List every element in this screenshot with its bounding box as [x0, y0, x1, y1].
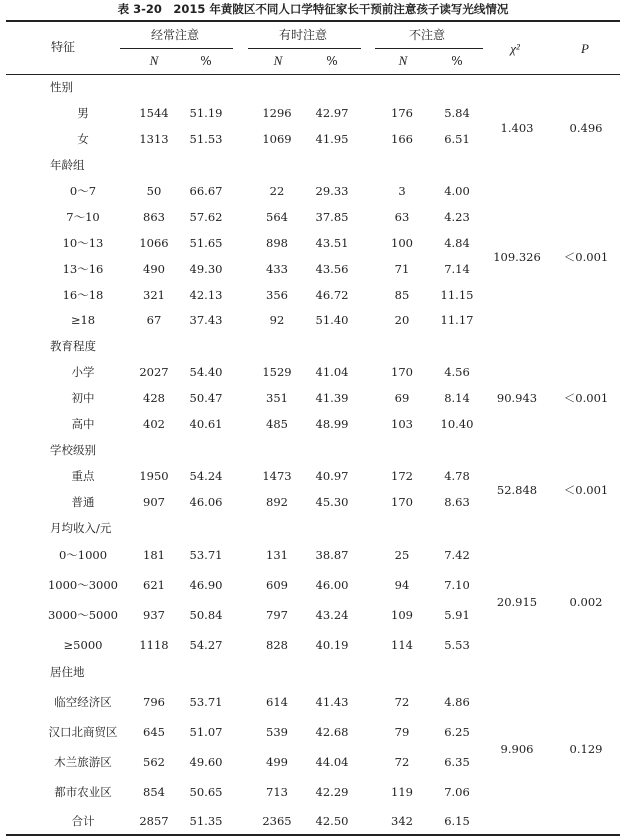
cell-sometimes-n: 433	[266, 262, 288, 276]
cell-often-pct: 49.60	[189, 755, 223, 769]
category-label: 性别	[50, 80, 73, 94]
cell-sometimes-pct: 41.04	[315, 365, 349, 379]
cell-often-pct: 53.71	[189, 695, 223, 709]
cell-often-n: 937	[143, 608, 165, 622]
cell-never-pct: 4.78	[444, 469, 470, 483]
header-feature: 特征	[50, 40, 75, 54]
table-row	[0, 207, 626, 227]
header-group-sometimes-line	[248, 48, 361, 49]
cell-sometimes-n: 539	[266, 725, 288, 739]
table-title: 表 3-20 2015 年黄陂区不同人口学特征家长干预前注意孩子读写光线情况	[117, 2, 509, 16]
row-label: 男	[77, 106, 89, 120]
category-label: 学校级别	[50, 443, 96, 457]
cell-sometimes-n: 898	[266, 236, 288, 250]
table-row	[0, 414, 626, 434]
cell-never-n: 342	[391, 814, 413, 828]
cell-never-pct: 11.15	[440, 288, 474, 302]
row-label: 临空经济区	[54, 695, 112, 709]
cell-never-n: 170	[391, 495, 413, 509]
cell-never-n: 85	[394, 288, 410, 302]
cell-never-n: 79	[394, 725, 410, 739]
table-row	[0, 310, 626, 330]
cell-never-n: 100	[391, 236, 413, 250]
cell-often-pct: 46.06	[189, 495, 223, 509]
table-row	[0, 811, 626, 831]
header-pct-3: %	[451, 54, 463, 68]
cell-often-n: 562	[143, 755, 165, 769]
cell-sometimes-pct: 46.00	[315, 578, 349, 592]
cell-often-n: 50	[146, 184, 162, 198]
cell-often-pct: 51.53	[189, 132, 223, 146]
cell-often-n: 1544	[139, 106, 169, 120]
row-label: 0～1000	[58, 548, 108, 562]
cell-never-pct: 7.42	[444, 548, 470, 562]
cell-often-pct: 40.61	[189, 417, 223, 431]
cell-sometimes-pct: 40.19	[315, 638, 349, 652]
cell-never-pct: 7.06	[444, 785, 470, 799]
cell-often-n: 490	[143, 262, 165, 276]
row-label: ≥18	[70, 313, 96, 327]
cell-often-n: 428	[143, 391, 165, 405]
cell-never-pct: 5.53	[444, 638, 470, 652]
row-label: 10～13	[62, 236, 104, 250]
cell-sometimes-n: 892	[266, 495, 288, 509]
cell-never-n: 103	[391, 417, 413, 431]
cell-sometimes-pct: 43.51	[315, 236, 349, 250]
cell-often-pct: 51.19	[189, 106, 223, 120]
row-label: ≥5000	[63, 638, 103, 652]
cell-never-pct: 7.10	[444, 578, 470, 592]
cell-often-n: 645	[143, 725, 165, 739]
cell-often-pct: 50.84	[189, 608, 223, 622]
cell-often-n: 1118	[139, 638, 169, 652]
table-row	[0, 635, 626, 655]
header-group-never: 不注意	[408, 28, 445, 42]
cell-sometimes-pct: 48.99	[315, 417, 349, 431]
row-label: 16～18	[62, 288, 104, 302]
chi-gender: 1.403	[500, 121, 534, 135]
cell-never-n: 71	[394, 262, 410, 276]
header-n-3: N	[398, 53, 408, 68]
row-label: 7～10	[66, 210, 100, 224]
cell-sometimes-pct: 41.95	[315, 132, 349, 146]
cell-often-pct: 50.65	[189, 785, 223, 799]
header-group-never-line	[375, 48, 483, 49]
cell-sometimes-pct: 42.68	[315, 725, 349, 739]
cell-never-n: 72	[394, 695, 410, 709]
cell-often-pct: 50.47	[189, 391, 223, 405]
category-row	[0, 440, 626, 460]
top-rule	[6, 20, 620, 22]
cell-never-pct: 8.63	[444, 495, 470, 509]
cell-sometimes-pct: 40.97	[315, 469, 349, 483]
cell-never-n: 109	[391, 608, 413, 622]
cell-often-pct: 54.27	[189, 638, 223, 652]
cell-never-pct: 11.17	[440, 313, 474, 327]
cell-never-pct: 6.15	[444, 814, 470, 828]
cell-often-pct: 49.30	[189, 262, 223, 276]
cell-sometimes-pct: 42.50	[315, 814, 349, 828]
cell-often-pct: 51.07	[189, 725, 223, 739]
cell-sometimes-pct: 29.33	[315, 184, 349, 198]
cell-never-n: 25	[394, 548, 410, 562]
header-p: P	[581, 41, 589, 56]
header-chi: χ²	[510, 41, 520, 56]
cell-never-pct: 6.51	[444, 132, 470, 146]
header-pct-2: %	[326, 54, 338, 68]
row-label: 0～7	[69, 184, 97, 198]
chi-education: 90.943	[496, 391, 538, 405]
cell-often-n: 321	[143, 288, 165, 302]
cell-sometimes-pct: 42.29	[315, 785, 349, 799]
cell-sometimes-n: 1296	[262, 106, 292, 120]
table-row	[0, 692, 626, 712]
row-label: 高中	[71, 417, 95, 431]
category-row	[0, 77, 626, 97]
cell-often-pct: 42.13	[189, 288, 223, 302]
header-group-often-line	[120, 48, 233, 49]
cell-often-pct: 46.90	[189, 578, 223, 592]
cell-sometimes-n: 609	[266, 578, 288, 592]
cell-never-pct: 7.14	[444, 262, 470, 276]
p-income: 0.002	[569, 595, 603, 609]
table-row	[0, 545, 626, 565]
cell-never-pct: 4.86	[444, 695, 470, 709]
header-pct-1: %	[200, 54, 212, 68]
category-row	[0, 336, 626, 356]
cell-never-n: 69	[394, 391, 410, 405]
cell-often-n: 863	[143, 210, 165, 224]
cell-sometimes-pct: 38.87	[315, 548, 349, 562]
table-row	[0, 722, 626, 742]
cell-never-n: 94	[394, 578, 410, 592]
row-label: 小学	[71, 365, 95, 379]
cell-often-pct: 54.24	[189, 469, 223, 483]
row-label: 重点	[71, 469, 95, 483]
cell-sometimes-n: 713	[266, 785, 288, 799]
category-row	[0, 155, 626, 175]
cell-sometimes-pct: 41.39	[315, 391, 349, 405]
header-n-2: N	[273, 53, 283, 68]
cell-never-pct: 8.14	[444, 391, 470, 405]
row-label: 木兰旅游区	[54, 755, 112, 769]
cell-sometimes-n: 828	[266, 638, 288, 652]
cell-often-n: 181	[143, 548, 165, 562]
cell-sometimes-n: 499	[266, 755, 288, 769]
p-gender: 0.496	[569, 121, 603, 135]
cell-never-n: 170	[391, 365, 413, 379]
category-label: 年龄组	[50, 158, 85, 172]
cell-sometimes-n: 614	[266, 695, 288, 709]
cell-never-pct: 5.84	[444, 106, 470, 120]
table-row	[0, 575, 626, 595]
cell-often-pct: 51.35	[189, 814, 223, 828]
cell-sometimes-pct: 46.72	[315, 288, 349, 302]
cell-sometimes-pct: 51.40	[315, 313, 349, 327]
category-row	[0, 518, 626, 538]
category-row	[0, 662, 626, 682]
cell-never-pct: 5.91	[444, 608, 470, 622]
cell-sometimes-n: 22	[269, 184, 285, 198]
cell-sometimes-pct: 43.24	[315, 608, 349, 622]
cell-never-n: 166	[391, 132, 413, 146]
cell-often-pct: 51.65	[189, 236, 223, 250]
cell-often-pct: 53.71	[189, 548, 223, 562]
bottom-rule	[6, 834, 620, 836]
cell-often-pct: 54.40	[189, 365, 223, 379]
table-row	[0, 285, 626, 305]
cell-sometimes-n: 1529	[262, 365, 292, 379]
header-group-sometimes: 有时注意	[278, 28, 327, 42]
chi-residence: 9.906	[500, 742, 534, 756]
row-label: 汉口北商贸区	[48, 725, 118, 739]
p-education: ＜0.001	[563, 391, 609, 405]
cell-often-n: 2857	[139, 814, 169, 828]
cell-sometimes-n: 564	[266, 210, 288, 224]
row-label: 普通	[71, 495, 95, 509]
category-label: 居住地	[50, 665, 85, 679]
cell-often-n: 67	[146, 313, 162, 327]
category-label: 月均收入/元	[50, 521, 112, 535]
cell-often-n: 1950	[139, 469, 169, 483]
cell-never-n: 3	[398, 184, 406, 198]
cell-often-pct: 37.43	[189, 313, 223, 327]
cell-never-pct: 10.40	[440, 417, 474, 431]
cell-often-pct: 57.62	[189, 210, 223, 224]
row-label: 3000～5000	[47, 608, 119, 622]
header-group-often: 经常注意	[150, 28, 199, 42]
cell-sometimes-n: 485	[266, 417, 288, 431]
cell-often-pct: 66.67	[189, 184, 223, 198]
cell-sometimes-pct: 37.85	[315, 210, 349, 224]
cell-sometimes-pct: 41.43	[315, 695, 349, 709]
cell-never-pct: 6.25	[444, 725, 470, 739]
cell-often-n: 1066	[139, 236, 169, 250]
table-row	[0, 782, 626, 802]
cell-sometimes-pct: 42.97	[315, 106, 349, 120]
cell-never-n: 72	[394, 755, 410, 769]
cell-often-n: 621	[143, 578, 165, 592]
row-label: 13～16	[62, 262, 104, 276]
cell-sometimes-pct: 45.30	[315, 495, 349, 509]
chi-age: 109.326	[493, 250, 541, 264]
cell-sometimes-n: 797	[266, 608, 288, 622]
cell-never-pct: 6.35	[444, 755, 470, 769]
cell-sometimes-n: 2365	[262, 814, 292, 828]
cell-never-n: 119	[391, 785, 413, 799]
row-label: 合计	[71, 814, 95, 828]
cell-sometimes-n: 1473	[262, 469, 292, 483]
header-n-1: N	[149, 53, 159, 68]
row-label: 1000～3000	[47, 578, 119, 592]
cell-never-n: 114	[391, 638, 413, 652]
cell-sometimes-pct: 44.04	[315, 755, 349, 769]
cell-never-pct: 4.23	[444, 210, 470, 224]
cell-often-n: 402	[143, 417, 165, 431]
header-rule	[6, 74, 620, 75]
p-school: ＜0.001	[563, 483, 609, 497]
cell-never-n: 63	[394, 210, 410, 224]
row-label: 女	[77, 132, 89, 146]
cell-sometimes-n: 92	[269, 313, 285, 327]
cell-often-n: 907	[143, 495, 165, 509]
cell-often-n: 854	[143, 785, 165, 799]
cell-sometimes-n: 356	[266, 288, 288, 302]
cell-never-pct: 4.84	[444, 236, 470, 250]
cell-sometimes-n: 131	[266, 548, 288, 562]
cell-never-pct: 4.00	[444, 184, 470, 198]
p-age: ＜0.001	[563, 250, 609, 264]
chi-school: 52.848	[496, 483, 538, 497]
cell-never-n: 20	[394, 313, 410, 327]
p-residence: 0.129	[569, 742, 603, 756]
row-label: 初中	[71, 391, 95, 405]
cell-sometimes-pct: 43.56	[315, 262, 349, 276]
cell-sometimes-n: 351	[266, 391, 288, 405]
table-row	[0, 362, 626, 382]
row-label: 都市农业区	[54, 785, 112, 799]
cell-never-n: 176	[391, 106, 413, 120]
cell-sometimes-n: 1069	[262, 132, 292, 146]
cell-often-n: 796	[143, 695, 165, 709]
table-row	[0, 181, 626, 201]
cell-never-n: 172	[391, 469, 413, 483]
category-label: 教育程度	[50, 339, 96, 353]
cell-often-n: 1313	[139, 132, 169, 146]
cell-often-n: 2027	[139, 365, 169, 379]
cell-never-pct: 4.56	[444, 365, 470, 379]
chi-income: 20.915	[496, 595, 538, 609]
